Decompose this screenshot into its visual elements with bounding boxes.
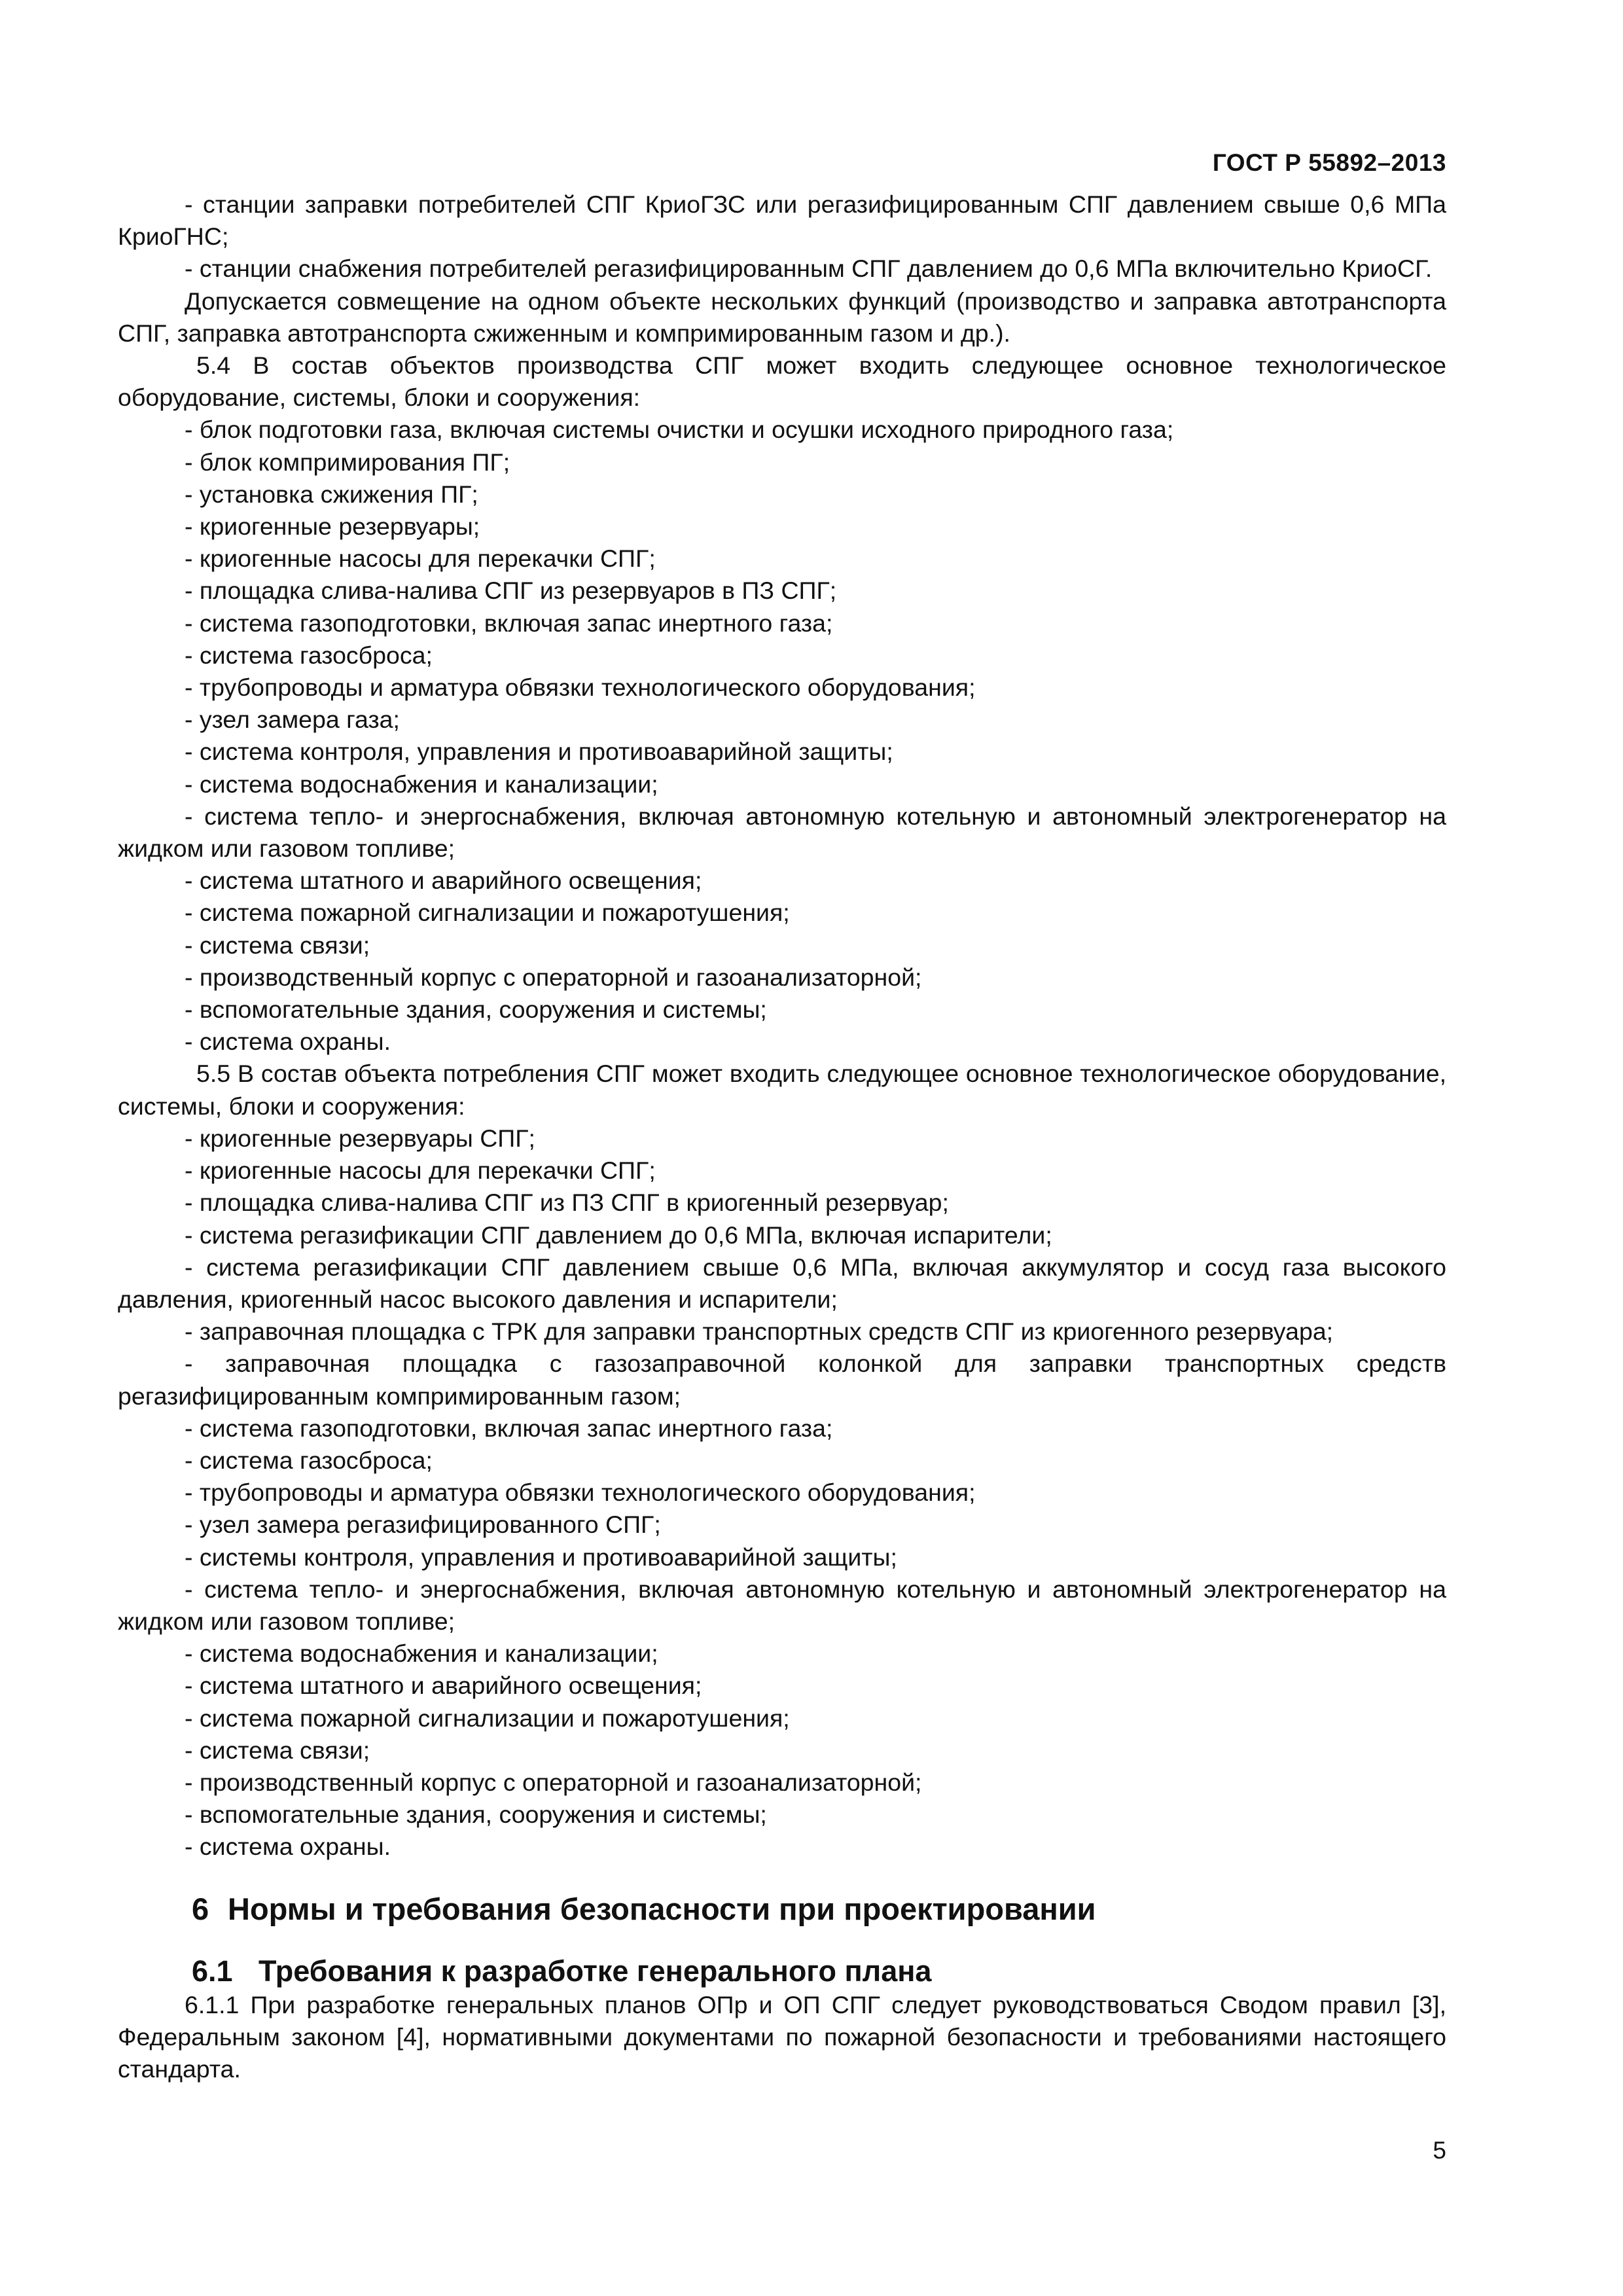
section-number: 6 (192, 1891, 209, 1926)
list-item: - узел замера регазифицированного СПГ; (185, 1511, 661, 1539)
intro-item: - станции заправки потребителей СПГ КриоГЗС или регазифицированным СПГ давлением свыше 0,6 МПа КриоГНС; (118, 190, 1446, 251)
list-item: - производственный корпус с операторной и газоанализаторной; (185, 963, 922, 991)
subsection-title: Требования к разработке генерального плана (259, 1954, 932, 1988)
list-item: - система связи; (185, 1736, 370, 1764)
list-item: - система тепло- и энергоснабжения, включая автономную котельную и автономный электрогенератор на жидком или газовом топливе; (118, 1575, 1446, 1635)
subsection-6-1-heading (118, 1954, 1446, 1989)
list-item: - узел замера газа; (185, 706, 400, 734)
list-item: - системы контроля, управления и противоаварийной защиты; (185, 1543, 897, 1571)
list-item: - система газосброса; (185, 1446, 433, 1474)
list-item: - система пожарной сигнализации и пожаротушения; (185, 899, 790, 927)
list-item: - площадка слива-налива СПГ из резервуаров в ПЗ СПГ; (185, 577, 837, 605)
clause-5-5-list (118, 1122, 1446, 1863)
list-item: - заправочная площадка с газозаправочной колонкой для заправки транспортных средств регазифицированным компримированным газом; (118, 1350, 1446, 1410)
clause-5-4-list (118, 414, 1446, 1058)
list-item: - криогенные резервуары; (185, 512, 480, 541)
list-item: - система газоподготовки, включая запас инертного газа; (185, 1414, 833, 1442)
list-item: - система газосброса; (185, 641, 433, 669)
list-item: - блок подготовки газа, включая системы очистки и осушки исходного природного газа; (185, 416, 1174, 444)
list-item: - трубопроводы и арматура обвязки технологического оборудования; (185, 673, 976, 702)
list-item: - заправочная площадка с ТРК для заправки транспортных средств СПГ из криогенного резервуара; (185, 1318, 1334, 1346)
list-item: - система тепло- и энергоснабжения, включая автономную котельную и автономный электрогенератор на жидком или газовом топливе; (118, 802, 1446, 863)
list-item: - трубопроводы и арматура обвязки технологического оборудования; (185, 1479, 976, 1507)
list-item: - вспомогательные здания, сооружения и системы; (185, 996, 767, 1024)
list-item: - система штатного и аварийного освещения; (185, 867, 702, 895)
list-item: - криогенные резервуары СПГ; (185, 1124, 535, 1152)
section-6-heading (118, 1891, 1446, 1928)
list-item: - система штатного и аварийного освещения; (185, 1672, 702, 1700)
page-number: 5 (1433, 2137, 1446, 2164)
list-item: - установка сжижения ПГ; (185, 480, 478, 508)
list-item: - площадка слива-налива СПГ из ПЗ СПГ в криогенный резервуар; (185, 1189, 949, 1217)
intro-item: - станции снабжения потребителей регазифицированным СПГ давлением до 0,6 МПа включительно КриоСГ. (185, 255, 1433, 283)
list-item: - криогенные насосы для перекачки СПГ; (185, 1157, 656, 1185)
list-item: - система охраны. (185, 1833, 391, 1861)
section-title: Нормы и требования безопасности при проектировании (228, 1891, 1096, 1926)
list-item: - система пожарной сигнализации и пожаротушения; (185, 1704, 790, 1732)
clause-5-4-text: 5.4 В состав объектов производства СПГ может входить следующее основное технологическое оборудование, системы, блоки и сооружения: (118, 351, 1446, 412)
combination-note: Допускается совмещение на одном объекте нескольких функций (производство и заправка автотранспорта СПГ, заправка автотранспорта сжиженным и компримированным газом и др.). (118, 287, 1446, 347)
list-item: - система охраны. (185, 1028, 391, 1056)
clause-6-1-1-text: 6.1.1 При разработке генеральных планов ОПр и ОП СПГ следует руководствоваться Сводом правил [3], Федеральным законом [4], нормативными документами по пожарной безопасности и требованиями настоящего стандарта. (118, 1990, 1446, 2083)
list-item: - система водоснабжения и канализации; (185, 1640, 658, 1668)
list-item: - система регазификации СПГ давлением до 0,6 МПа, включая испарители; (185, 1221, 1052, 1249)
list-item: - блок компримирования ПГ; (185, 448, 510, 476)
page-body (118, 188, 1446, 2085)
list-item: - производственный корпус с операторной и газоанализаторной; (185, 1768, 922, 1796)
list-item: - криогенные насосы для перекачки СПГ; (185, 545, 656, 573)
clause-5-5-text: 5.5 В состав объекта потребления СПГ может входить следующее основное технологическое оборудование, системы, блоки и сооружения: (118, 1060, 1446, 1120)
list-item: - система регазификации СПГ давлением свыше 0,6 МПа, включая аккумулятор и сосуд газа высокого давления, криогенный насос высокого давления и испарители; (118, 1253, 1446, 1313)
list-item: - система газоподготовки, включая запас инертного газа; (185, 609, 833, 637)
list-item: - вспомогательные здания, сооружения и системы; (185, 1801, 767, 1829)
list-item: - система контроля, управления и противоаварийной защиты; (185, 738, 893, 766)
subsection-number: 6.1 (192, 1954, 233, 1988)
list-item: - система связи; (185, 931, 370, 959)
list-item: - система водоснабжения и канализации; (185, 770, 658, 798)
standard-number: ГОСТ Р 55892–2013 (1212, 149, 1446, 176)
